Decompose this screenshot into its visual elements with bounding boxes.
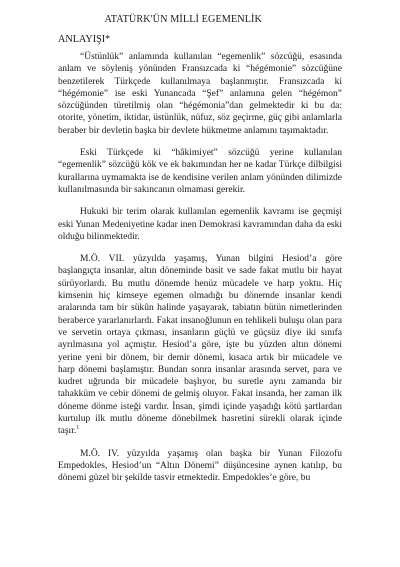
title-block: [58, 13, 342, 51]
paragraph-5: M.Ö. IV. yüzyılda yaşamış olan başka bir Yunan Filozofu Empedokles, Hesiod’un “Altın Dönemi” düşüncesine aynen katılıp, bu dönemi güzel bir şekilde tasvir etmektedir. Empedokles’e göre, bu: [58, 448, 342, 484]
paragraph-1: “Üstünlük” anlamında kullanılan “egemenlik” sözcüğü, esasında anlam ve söyleniş yönünden Fransızcada ki “hégémonie” sözcüğüne benzetilerek Türkçede kullanılmaya başlanmıştır. Fransızcada ki “hégémonie” ise eski Yunancada “Şef” anlamına gelen “hégémon” sözcüğünden türetilmiş olan “hégémonia”dan gelmektedir ki bu da: otorite, yönetim, iktidar, üstünlük, nüfuz, söz geçirme, güç gibi anlamlarla beraber bir devletin başka bir devlete hükmetme anlamını taşımaktadır.: [58, 52, 342, 136]
document-subtitle: ANLAYIŞI*: [58, 34, 111, 45]
paragraph-4: [58, 253, 342, 437]
paragraph-4-text: M.Ö. VII. yüzyılda yaşamış, Yunan bilgini Hesiod’a göre başlangıçta insanlar, altın döneminde basit ve sade fakat mutlu bir hayat sürüyorlardı. Bu mutlu dönemde henüz mücadele ve harp yoktu. Hiç kimsenin hiç kimseye egemen olmadığı bu dönemde insanlar kendi aralarında tam bir sükûn halinde yaşayarak, tabiatın bütün nimetlerinden beraberce yararlanırlardı. Fakat insanoğlunun en tehlikeli buluşu olan para ve servetin ortaya çıkması, insanların güçlü ve güçsüz diye iki sınıfa ayrılmasına yol açmıştır. Hesiod’a göre, işte bu yüzden altın dönemi yerine yeni bir dönem, bir demir dönemi, kısaca artık bir mücadele ve harp dönemi başlamıştır. Bundan sonra insanlar arasında servet, para ve kudret uğrunda bir mücadele başlıyor, bu suretle aynı zamanda bir tahakküm ve cebir dönemi de gelmiş oluyor. Fakat insanda, her zaman ilk döneme dönme isteği vardır. İnsan, şimdi içinde yaşadığı kötü şartlardan kurtulup ilk mutlu döneme dönebilmek hasretini sürekli olarak içinde taşır.: [58, 254, 342, 437]
paragraph-2: Eski Türkçede ki “hâkimiyet” sözcüğü yerine kullanılan “egemenlik” sözcüğü kök ve ek bakımından her ne kadar Türkçe dilbilgisi kurallarına uymamakta ise de kendisine verilen anlam yönünden dilimizde kullanılmasında bir sakıncanın olmaması gerekir.: [58, 148, 342, 195]
document-title: ATATÜRK'ÜN MİLLİ EGEMENLİK: [104, 14, 262, 25]
paragraph-3: Hukuki bir terim olarak kullanılan egemenlik kavramı ise geçmişi eski Yunan Medeniyetine kadar inen Demokrasi kavramından daha da eski olduğu bilinmektedir.: [58, 207, 342, 242]
footnote-reference: 1: [76, 425, 80, 432]
